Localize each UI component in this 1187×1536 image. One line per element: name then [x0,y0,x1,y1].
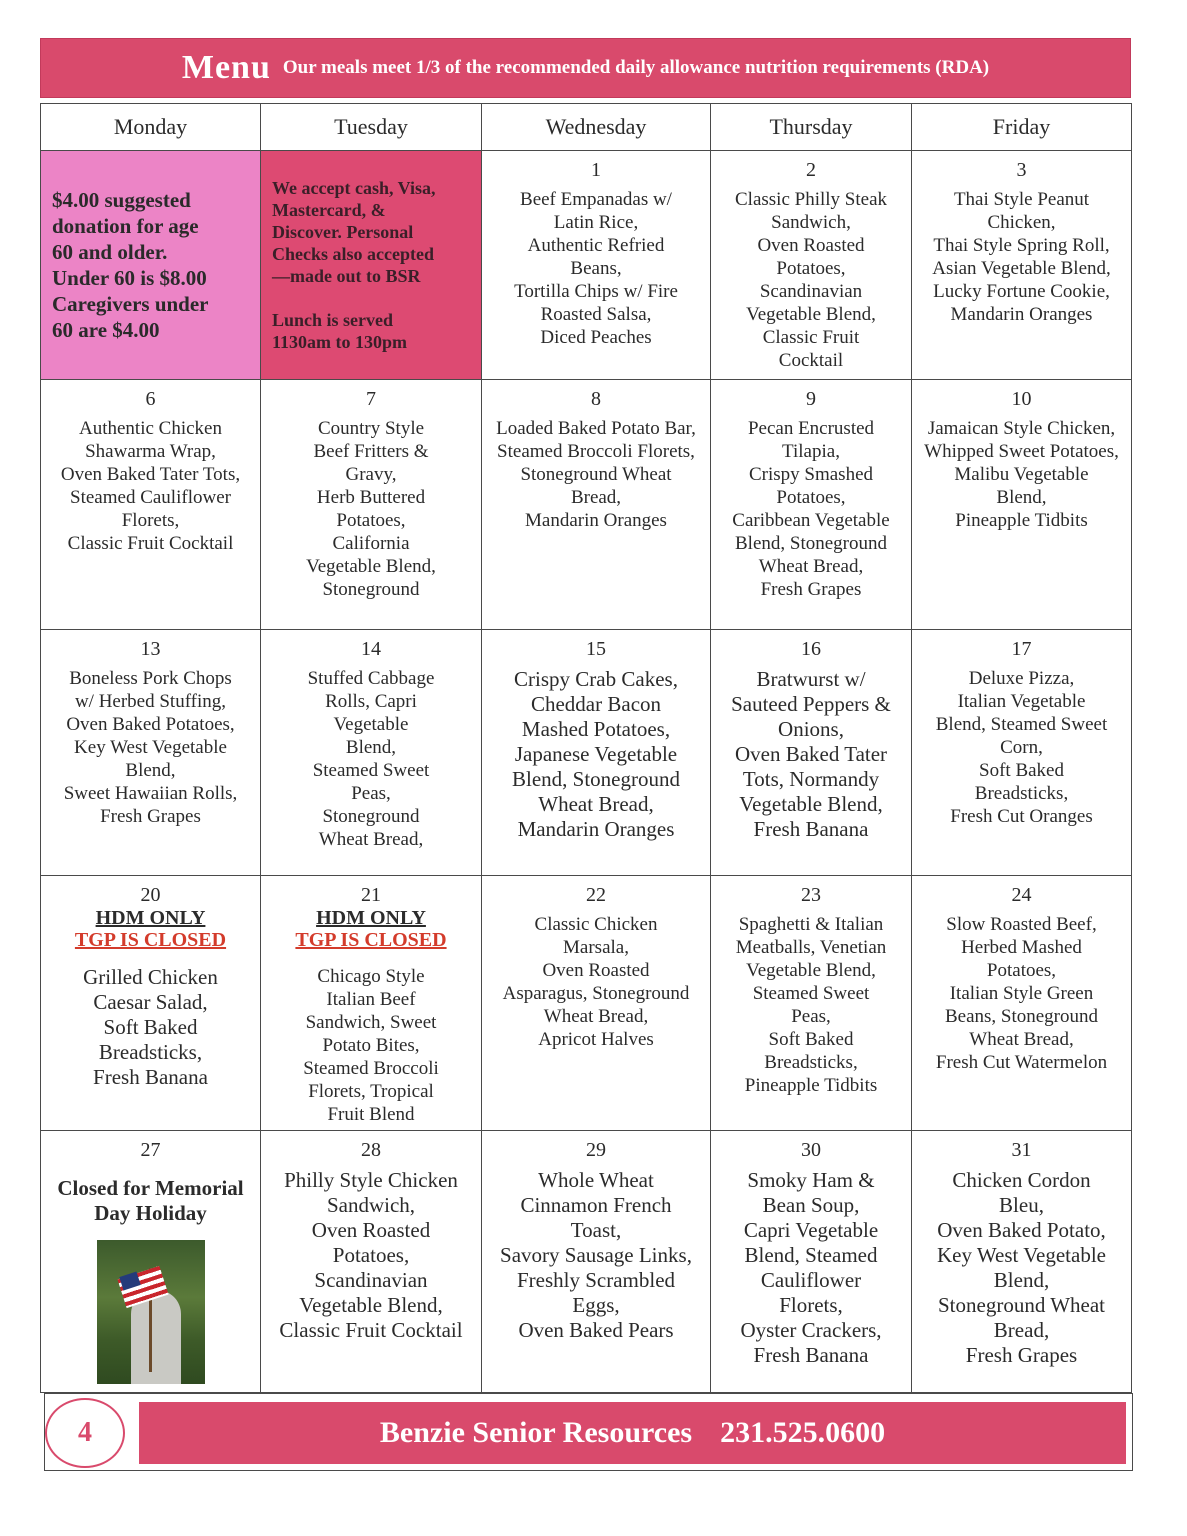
menu-line: Florets, Tropical [308,1081,434,1102]
menu-line: Grilled Chicken [83,965,218,989]
menu-line: Steamed Cauliflower [70,487,231,508]
day-number: 17 [1011,638,1032,660]
menu-line: Meatballs, Venetian [735,937,887,958]
donation-line: 60 and older. [52,240,168,264]
menu-line: Herb Buttered [316,487,426,508]
menu-line: Toast, [570,1218,622,1242]
day-number: 15 [586,638,606,660]
menu-line: Potatoes, [776,487,846,508]
day-number: 31 [1011,1139,1032,1161]
menu-line: Stuffed Cabbage [307,668,435,689]
day-number: 20 [140,884,161,906]
menu-line: Potatoes, [776,258,846,279]
donation-line: Caregivers under [52,292,209,316]
day-cell [261,630,482,876]
menu-items [485,417,707,532]
payment-line: Mastercard, & [272,200,386,220]
day-cell [482,630,711,876]
week-row [41,380,1132,630]
day-number: 28 [361,1139,381,1161]
menu-line: Vegetable [333,714,409,735]
menu-line: w/ Herbed Stuffing, [74,691,227,712]
menu-line: Stoneground Wheat [520,464,672,485]
menu-line: Fresh Grapes [760,579,862,600]
day-cell [41,380,261,630]
payment-line [272,287,470,309]
donation-info-cell [41,151,261,380]
menu-line: Breadsticks, [764,1052,858,1073]
day-cell [261,380,482,630]
menu-line: Herbed Mashed [961,937,1082,958]
menu-line: Vegetable Blend, [739,792,883,816]
menu-items [485,913,707,1051]
menu-line: Sauteed Peppers & [731,692,891,716]
menu-line: Tortilla Chips w/ Fire [514,281,678,302]
menu-line: Fresh Grapes [965,1343,1078,1367]
payment-line: Checks also accepted [272,244,434,264]
menu-line: Wheat Bread, [758,556,864,577]
menu-banner [40,38,1131,98]
week-row [41,151,1132,380]
menu-line: Oven Baked Potatoes, [66,714,235,735]
menu-items [714,1168,908,1368]
day-cell [912,380,1132,630]
menu-line: Stoneground [322,806,420,827]
header-tuesday: Tuesday [261,104,482,151]
menu-line: Peas, [351,783,391,804]
menu-line: Whipped Sweet Potatoes, [924,441,1119,462]
menu-line: Florets, [779,1293,843,1317]
day-cell [261,876,482,1131]
menu-line: Asian Vegetable Blend, [932,258,1111,279]
menu-line: Cocktail [778,350,844,371]
menu-line: Fresh Banana [93,1065,208,1089]
day-number: 6 [145,388,156,410]
menu-line: Philly Style Chicken [284,1168,458,1192]
menu-line: Beans, Stoneground [944,1006,1099,1027]
menu-line: Oven Roasted [311,1218,431,1242]
menu-items [264,1168,478,1343]
hdm-only-notice: HDM ONLY [316,907,426,929]
page-number: 4 [45,1398,125,1468]
day-number: 22 [586,884,606,906]
menu-line: Pecan Encrusted [747,418,875,439]
menu-line: Oven Baked Tater Tots, [60,464,241,485]
menu-line: Mandarin Oranges [950,304,1093,325]
week-row [41,630,1132,876]
menu-line: Classic Fruit [762,327,860,348]
day-cell [912,630,1132,876]
menu-line: Caesar Salad, [93,990,208,1014]
menu-line: Soft Baked [768,1029,854,1050]
day-cell [912,151,1132,380]
day-number: 29 [586,1139,606,1161]
menu-line: Deluxe Pizza, [968,668,1075,689]
header-wednesday: Wednesday [482,104,711,151]
menu-line: Breadsticks, [974,783,1069,804]
menu-items [44,667,257,828]
menu-line: Mandarin Oranges [517,817,675,841]
menu-items [714,913,908,1097]
menu-line: Country Style [317,418,425,439]
menu-line: Breadsticks, [98,1040,203,1064]
memorial-flag-photo [97,1240,205,1384]
menu-line: Mashed Potatoes, [521,717,671,741]
menu-line: Scandinavian [314,1268,428,1292]
holiday-line: Day Holiday [94,1201,207,1225]
day-cell [711,380,912,630]
menu-line: Steamed Sweet [752,983,870,1004]
day-number: 1 [591,159,601,181]
menu-line: Blend, Steamed [744,1243,878,1267]
menu-line: Blend, [345,737,397,758]
menu-items [44,417,257,555]
day-number: 30 [801,1139,821,1161]
donation-line: $4.00 suggested [52,188,191,212]
menu-line: Fruit Blend [327,1104,415,1125]
holiday-notice [44,1176,257,1226]
menu-line: Cauliflower [760,1268,862,1292]
menu-line: Japanese Vegetable [514,742,678,766]
menu-line: Beef Empanadas w/ [520,189,672,210]
hdm-only-notice: HDM ONLY [95,907,206,929]
menu-items [714,417,908,601]
menu-line: Oven Baked Pears [518,1318,674,1342]
menu-line: Classic Fruit Cocktail [67,533,234,554]
menu-line: Slow Roasted Beef, [946,914,1097,935]
tgp-closed-notice: TGP IS CLOSED [74,929,227,951]
menu-line: Asparagus, Stoneground [502,983,690,1004]
menu-line: Potatoes, [986,960,1057,981]
menu-line: Chicken, [987,212,1056,233]
menu-line: Sweet Hawaiian Rolls, [63,783,238,804]
day-cell [912,876,1132,1131]
menu-line: Blend, Stoneground [512,767,680,791]
menu-line: Thai Style Spring Roll, [933,235,1110,256]
menu-line: Fresh Banana [753,1343,869,1367]
donation-info-text [44,177,257,353]
menu-line: Classic Philly Steak [735,189,887,210]
day-cell [41,1131,261,1393]
week-row [41,876,1132,1131]
menu-line: Wheat Bread, [543,1006,649,1027]
menu-line: Scandinavian [759,281,863,302]
day-number: 23 [801,884,821,906]
menu-line: Pineapple Tidbits [744,1075,878,1096]
week-row [41,1131,1132,1393]
menu-line: Corn, [1000,737,1043,758]
menu-line: California [332,533,410,554]
menu-line: Fresh Grapes [100,806,201,827]
menu-line: Smoky Ham & [747,1168,875,1192]
menu-line: Shawarma Wrap, [85,441,216,462]
menu-line: Loaded Baked Potato Bar, [496,418,696,439]
payment-line: —made out to BSR [272,266,421,286]
menu-line: Fresh Banana [753,817,869,841]
menu-items [485,188,707,349]
menu-items [915,1168,1128,1368]
day-number: 2 [806,159,816,181]
menu-line: Onions, [778,717,844,741]
menu-line: Potato Bites, [322,1035,420,1056]
day-cell [912,1131,1132,1393]
menu-line: Freshly Scrambled [516,1268,676,1292]
menu-line: Vegetable Blend, [746,304,876,325]
payment-info-cell [261,151,482,380]
day-cell [482,1131,711,1393]
day-cell [41,876,261,1131]
menu-line: Tilapia, [782,441,840,462]
menu-line: Potatoes, [336,510,406,531]
menu-line: Apricot Halves [538,1029,654,1050]
menu-line: Blend, [996,487,1047,508]
menu-line: Gravy, [345,464,397,485]
day-cell [711,151,912,380]
menu-line: Soft Baked [103,1015,198,1039]
payment-line: 1130am to 130pm [272,332,407,352]
menu-items [714,188,908,372]
menu-line: Chicago Style [317,966,425,987]
menu-line: Blend, [993,1268,1050,1292]
menu-line: Wheat Bread, [969,1029,1074,1050]
tgp-closed-notice: TGP IS CLOSED [295,929,447,951]
menu-line: Steamed Broccoli Florets, [497,441,695,462]
menu-line: Oven Baked Tater [734,742,888,766]
menu-line: Blend, Steamed Sweet [935,714,1108,735]
menu-line: Sandwich, [326,1193,416,1217]
menu-line: Potatoes, [332,1243,410,1267]
day-number: 8 [591,388,601,410]
menu-line: Spaghetti & Italian [738,914,884,935]
menu-line: Oven Roasted [542,960,650,981]
day-number: 9 [806,388,816,410]
menu-line: Bratwurst w/ [756,667,866,691]
menu-items [915,667,1128,828]
menu-items [264,667,478,851]
menu-line: Savory Sausage Links, [500,1243,692,1267]
menu-line: Capri Vegetable [743,1218,879,1242]
menu-line: Authentic Refried [527,235,665,256]
menu-line: Steamed Sweet [312,760,430,781]
menu-line: Blend, [125,760,176,781]
banner-subtitle: Our meals meet 1/3 of the recommended daily allowance nutrition requirements (RDA) [282,57,990,78]
menu-line: Wheat Bread, [538,792,654,816]
menu-line: Soft Baked [979,760,1064,781]
menu-line: Cinnamon French [520,1193,672,1217]
menu-line: Peas, [791,1006,831,1027]
day-cell [482,876,711,1131]
menu-line: Cheddar Bacon [530,692,662,716]
menu-line: Bread, [993,1318,1050,1342]
menu-line: Italian Style Green [949,983,1094,1004]
holiday-line: Closed for Memorial [57,1176,244,1200]
payment-line: We accept cash, Visa, [272,178,436,198]
day-number: 16 [801,638,821,660]
day-cell [711,630,912,876]
banner-title: Menu [181,49,271,86]
day-cell [482,380,711,630]
menu-line: Vegetable Blend, [299,1293,443,1317]
menu-items [264,965,478,1126]
menu-line: Whole Wheat [538,1168,654,1192]
menu-line: Key West Vegetable [937,1243,1106,1267]
day-cell [711,876,912,1131]
menu-line: Boneless Pork Chops [69,668,232,689]
phone-number: 231.525.0600 [720,1416,886,1449]
menu-line: Pineapple Tidbits [955,510,1088,531]
menu-items [485,1168,707,1343]
header-thursday: Thursday [711,104,912,151]
menu-line: Authentic Chicken [79,418,222,439]
menu-line: Fresh Cut Oranges [950,806,1093,827]
menu-line: Mandarin Oranges [525,510,667,531]
menu-line: Marsala, [563,937,629,958]
donation-line: 60 are $4.00 [52,318,160,342]
menu-line: Bread, [570,487,622,508]
menu-line: Sandwich, Sweet [305,1012,437,1033]
day-cell [711,1131,912,1393]
menu-line: Beef Fritters & [313,441,429,462]
menu-items [264,417,478,601]
header-friday: Friday [912,104,1132,151]
menu-line: Florets, [121,510,180,531]
menu-line: Caribbean Vegetable [732,510,890,531]
menu-line: Vegetable Blend, [746,960,876,981]
day-number: 24 [1011,884,1032,906]
menu-line: Wheat Bread, [318,829,424,850]
day-cell [482,151,711,380]
menu-line: Roasted Salsa, [540,304,652,325]
payment-line: Lunch is served [272,310,394,330]
menu-line: Diced Peaches [540,327,652,348]
menu-line: Oyster Crackers, [740,1318,882,1342]
organization-name: Benzie Senior Resources [379,1416,693,1449]
menu-line: Crispy Crab Cakes, [514,667,678,691]
weekday-header-row [41,104,1132,151]
menu-line: Eggs, [572,1293,620,1317]
day-number: 13 [140,638,161,660]
payment-info-text [264,151,478,353]
day-cell [41,630,261,876]
day-cell [261,1131,482,1393]
header-monday: Monday [41,104,261,151]
day-number: 21 [361,884,381,906]
day-number: 10 [1011,388,1032,410]
menu-items [714,667,908,842]
menu-line: Latin Rice, [553,212,639,233]
menu-line: Crispy Smashed [748,464,874,485]
menu-line: Oven Roasted [757,235,865,256]
day-number: 3 [1016,159,1027,181]
menu-line: Thai Style Peanut [953,189,1090,210]
menu-line: Sandwich, [771,212,851,233]
menu-line: Blend, Stoneground [735,533,887,554]
menu-line: Malibu Vegetable [954,464,1089,485]
menu-items [44,965,257,1090]
menu-items [485,667,707,842]
menu-line: Stoneground Wheat [938,1293,1105,1317]
day-number: 27 [140,1139,161,1161]
donation-line: donation for age [52,214,199,238]
menu-line: Classic Chicken [534,914,658,935]
menu-line: Steamed Broccoli [303,1058,439,1079]
menu-line: Italian Vegetable [957,691,1086,712]
menu-line: Classic Fruit Cocktail [279,1318,463,1342]
menu-line: Rolls, Capri [325,691,417,712]
menu-line: Fresh Cut Watermelon [935,1052,1108,1073]
menu-items [915,188,1128,326]
page-footer [44,1393,1133,1471]
footer-bar [139,1402,1126,1464]
menu-line: Bean Soup, [762,1193,860,1217]
menu-items [915,913,1128,1074]
menu-line: Oven Baked Potato, [937,1218,1106,1242]
menu-line: Vegetable Blend, [306,556,436,577]
menu-line: Chicken Cordon [952,1168,1091,1192]
menu-line: Jamaican Style Chicken, [927,418,1116,439]
menu-items [915,417,1128,532]
menu-line: Stoneground [322,579,420,600]
menu-calendar [40,103,1132,1393]
menu-line: Beans, [570,258,622,279]
menu-line: Bleu, [999,1193,1044,1217]
menu-line: Tots, Normandy [742,767,880,791]
menu-line: Italian Beef [326,989,416,1010]
menu-line: Key West Vegetable [74,737,227,758]
donation-line: Under 60 is $8.00 [52,266,207,290]
menu-line: Lucky Fortune Cookie, [933,281,1110,302]
day-number: 14 [361,638,381,660]
day-number: 7 [366,388,376,410]
payment-line: Discover. Personal [272,222,414,242]
